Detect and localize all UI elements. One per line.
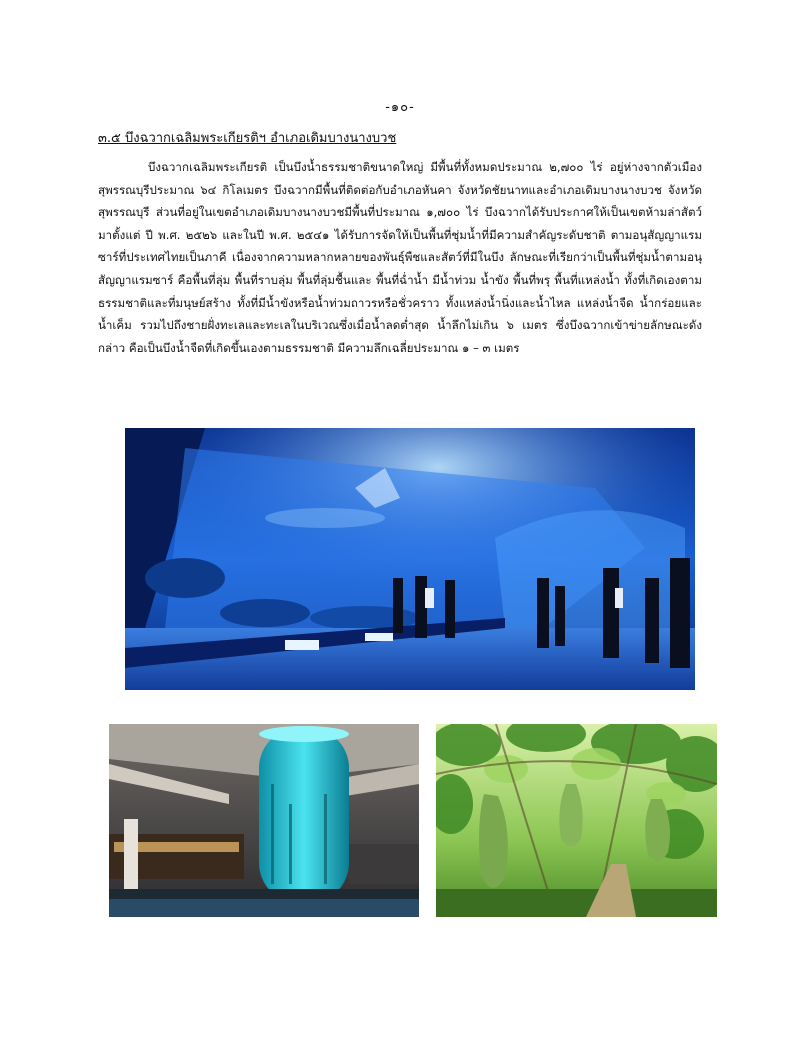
section-heading: ๓.๕ บึงฉวากเฉลิมพระเกียรติฯ อำเภอเดิมบางนางบวช [98,131,397,146]
body-paragraph: บึงฉวากเฉลิมพระเกียรติ เป็นบึงน้ำธรรมชาติขนาดใหญ่ มีพื้นที่ทั้งหมดประมาณ ๒,๗๐๐ ไร่ อยู่ห่างจากตัวเมืองสุพรรณบุรีประมาณ ๖๔ กิโลเมตร บึงฉวากมีพื้นที่ติดต่อกับอำเภอหันคา จังหวัดชัยนาทและอำเภอเดิมบางนางบวช จังหวัดสุพรรณบุรี ส่วนที่อยู่ในเขตอำเภอเดิมบางนางบวชมีพื้นที่ประมาณ ๑,๗๐๐ ไร่ บึงฉวากได้รับประกาศให้เป็นเขตห้ามล่าสัตว์มาตั้งแต่ ปี พ.ศ. ๒๕๒๖ และในปี พ.ศ. ๒๕๔๑ ได้รับการจัดให้เป็นพื้นที่ชุ่มน้ำที่มีความสำคัญระดับชาติ ตามอนุสัญญาแรมซาร์ที่ประเทศไทยเป็นภาคี เนื่องจากความหลากหลายของพันธุ์พืชและสัตว์ที่มีในบึง ลักษณะที่เรียกว่าเป็นพื้นที่ชุ่มน้ำตามอนุสัญญาแรมซาร์ คือพื้นที่ลุ่ม พื้นที่ราบลุ่ม พื้นที่ลุ่มชื้นและ พื้นที่ฉ่ำน้ำ มีน้ำท่วม น้ำขัง พื้นที่พรุ พื้นที่แหล่งน้ำ ทั้งที่เกิดเองตามธรรมชาติและที่มนุษย์สร้าง ทั้งที่มีน้ำขังหรือน้ำท่วมถาวรหรือชั่วคราว ทั้งแหล่งน้ำนิ่งและน้ำไหล แหล่งน้ำจืด น้ำกร่อยและน้ำเค็ม รวมไปถึงชายฝั่งทะเลและทะเลในบริเวณซึ่งเมื่อน้ำลดต่ำสุด น้ำลึกไม่เกิน ๖ เมตร ซึ่งบึงฉวากเข้าข่ายลักษณะดังกล่าว คือเป็นบึงน้ำจืดที่เกิดขึ้นเองตามธรรมชาติ มีความลึกเฉลี่ยประมาณ ๑ – ๓ เมตร [98,160,702,355]
aquarium-tunnel-photo [125,428,695,690]
body-text [98,156,702,359]
cylinder-aquarium-photo [109,724,419,917]
gourd-garden-photo [436,724,717,917]
page-number: -๑๐- [385,100,415,115]
